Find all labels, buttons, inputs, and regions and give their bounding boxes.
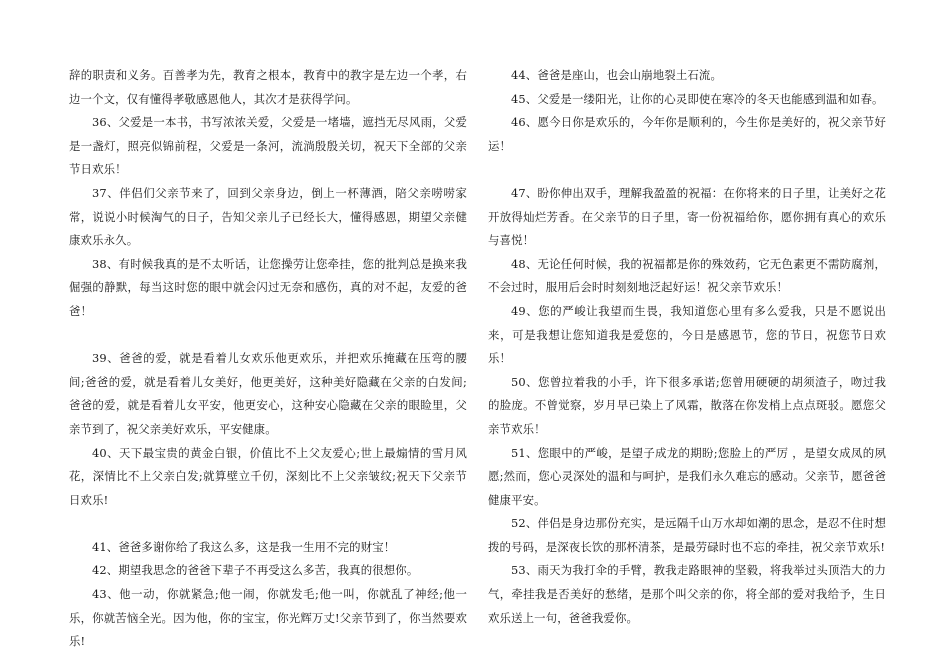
paragraph: 47、盼你伸出双手，理解我盈盈的祝福：在你将来的日子里，让美好之花开放得灿烂芳香。在父亲节的日子里，寄一份祝福给你，愿你拥有真心的欢乐与喜悦！ <box>488 185 886 248</box>
paragraph: 46、愿今日你是欢乐的，今年你是顺利的，今生你是美好的，祝父亲节好运！ <box>488 115 886 153</box>
paragraph-spacer <box>69 324 467 348</box>
paragraph-spacer <box>488 158 886 182</box>
paragraph: 41、爸爸多谢你给了我这么多，这是我一生用不完的财宝！ <box>92 539 396 554</box>
left-column <box>69 64 467 654</box>
paragraph: 36、父爱是一本书，书写浓浓关爱，父爱是一堵墙，遮挡无尽风雨，父爱是一盏灯，照亮似锦前程，父爱是一条河，流淌殷殷关切，祝天下全部的父亲节日欢乐！ <box>69 115 467 177</box>
paragraph: 42、期望我思念的爸爸下辈子不再受这么多苦，我真的很想你。 <box>92 563 419 578</box>
paragraph: 50、您曾拉着我的小手，许下很多承诺;您曾用硬硬的胡须渣子，吻过我的脸庞。不曾觉察，岁月早已染上了风霜，散落在你发梢上点点斑驳。愿您父亲节欢乐！ <box>488 374 886 436</box>
paragraph: 53、雨天为我打伞的手臂，教我走路眼神的坚毅，将我举过头顶浩大的力气，牵挂我是否美好的愁绪，是那个叫父亲的你，将全部的爱对我给予，生日欢乐送上一句，爸爸我爱你。 <box>488 563 886 625</box>
right-column <box>488 64 886 630</box>
paragraph: 51、您眼中的严峻，是望子成龙的期盼;您脸上的严厉 ，是望女成凤的夙愿;然而，您心灵深处的温和与呵护，是我们永久难忘的感动。父亲节，愿爸爸健康平安。 <box>488 445 886 507</box>
paragraph: 48、无论任何时候，我的祝福都是你的殊效药，它无色素更不需防腐剂，不会过时，服用后会时时刻刻地泛起好运！祝父亲节欢乐！ <box>488 256 886 295</box>
paragraph-spacer <box>69 512 467 536</box>
paragraph: 38、有时候我真的是不太听话，让您操劳让您牵挂，您的批判总是换来我倔强的静默，每当这时您的眼中就会闪过无奈和感伤，真的对不起，友爱的爸爸！ <box>69 256 467 318</box>
paragraph: 辞的职责和义务。百善孝为先，教育之根本，教育中的教字是左边一个孝，右边一个文，仅有懂得孝敬感恩他人，其次才是获得学问。 <box>69 68 467 106</box>
paragraph: 39、爸爸的爱，就是看着儿女欢乐他更欢乐，并把欢乐掩藏在压弯的腰间;爸爸的爱，就是看着儿女美好，他更美好，这种美好隐藏在父亲的白发间;爸爸的爱，就是看着儿女平安，他更安心，这种安心隐藏在父亲的眼睑里，父亲节到了，祝父亲美好欢乐，平安健康。 <box>69 351 467 436</box>
paragraph: 40、天下最宝贵的黄金白银，价值比不上父友爱心;世上最煽情的雪月风花，深情比不上父亲白发;就算壁立千仞，深刻比不上父亲皱纹;祝天下父亲节日欢乐! <box>69 445 467 507</box>
paragraph: 43、他一动，你就紧急;他一闹，你就发毛;他一叫，你就乱了神经;他一乐，你就苦恼全光。因为他，你的宝宝，你光辉万丈!父亲节到了，你当然要欢乐! <box>69 587 467 649</box>
paragraph: 45、父爱是一缕阳光，让你的心灵即使在寒冷的冬天也能感到温和如春。 <box>511 91 884 106</box>
paragraph: 52、伴侣是身边那份充实，是远隔千山万水却如潮的思念，是忍不住时想拨的号码，是深夜长饮的那杯清茶，是最劳碌时也不忘的牵挂，祝父亲节欢乐! <box>488 516 886 554</box>
paragraph: 44、爸爸是座山，也会山崩地裂土石流。 <box>511 68 722 82</box>
paragraph: 37、伴侣们父亲节来了，回到父亲身边，倒上一杯薄酒，陪父亲唠唠家常，说说小时候淘气的日子，告知父亲儿子已经长大，懂得感恩，期望父亲健康欢乐永久。 <box>69 185 467 248</box>
paragraph: 49、您的严峻让我望而生畏，我知道您心里有多么爱我，只是不愿说出来，可是我想让您知道我是爱您的，今日是感恩节，您的节日，祝您节日欢乐！ <box>488 303 886 366</box>
